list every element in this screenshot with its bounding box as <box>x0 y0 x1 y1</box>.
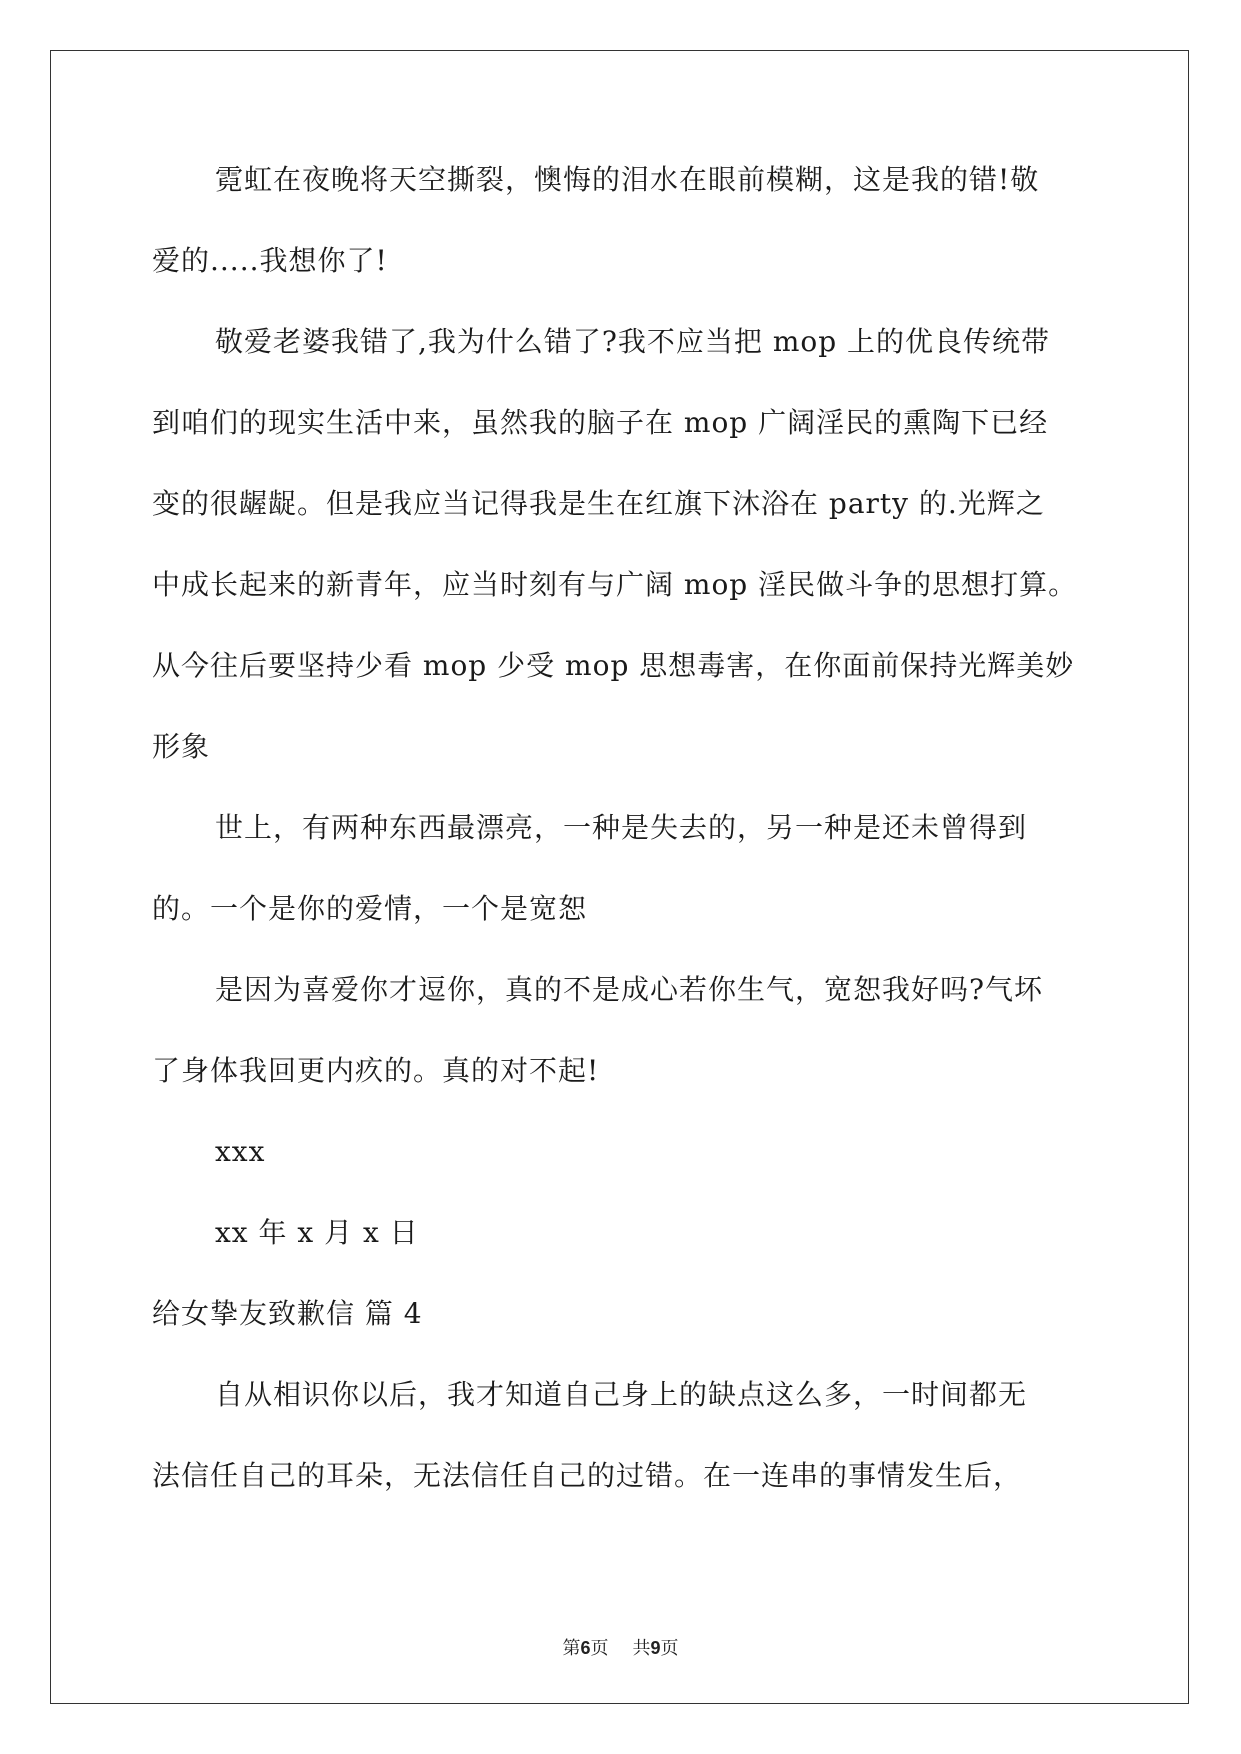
footer-page-word: 页 <box>590 1638 609 1659</box>
text-line: 形象 <box>152 730 211 763</box>
signature-date: xx 年 x 月 x 日 <box>215 1216 419 1249</box>
text-line: 的。一个是你的爱情，一个是宽恕 <box>152 892 588 925</box>
text-line: 世上，有两种东西最漂亮，一种是失去的，另一种是还未曾得到 <box>215 811 1028 844</box>
document-body <box>152 160 1102 1537</box>
footer-total-prefix: 共 <box>632 1638 651 1659</box>
text-line: 从今往后要坚持少看 mop 少受 mop 思想毒害，在你面前保持光辉美妙 <box>152 649 1075 682</box>
section-heading: 给女挚友致歉信 篇 4 <box>152 1297 423 1330</box>
page-footer <box>0 1634 1241 1660</box>
footer-prefix: 第 <box>562 1638 581 1659</box>
text-line: 自从相识你以后，我才知道自己身上的缺点这么多，一时间都无 <box>215 1378 1028 1411</box>
text-line: 变的很龌龊。但是我应当记得我是生在红旗下沐浴在 party 的.光辉之 <box>152 487 1045 520</box>
text-line: 了身体我回更内疚的。真的对不起! <box>152 1054 600 1087</box>
text-line: 霓虹在夜晚将天空撕裂，懊悔的泪水在眼前模糊，这是我的错!敬 <box>215 163 1040 196</box>
total-pages-number: 9 <box>650 1638 661 1658</box>
footer-total-suffix: 页 <box>660 1638 679 1659</box>
current-page-number: 6 <box>580 1638 591 1658</box>
text-line: 中成长起来的新青年，应当时刻有与广阔 mop 淫民做斗争的思想打算。 <box>152 568 1078 601</box>
signature-name: xxx <box>215 1135 266 1168</box>
text-line: 法信任自己的耳朵，无法信任自己的过错。在一连串的事情发生后， <box>152 1459 1023 1492</box>
text-line: 到咱们的现实生活中来，虽然我的脑子在 mop 广阔淫民的熏陶下已经 <box>152 406 1049 439</box>
text-line: 敬爱老婆我错了,我为什么错了?我不应当把 mop 上的优良传统带 <box>215 325 1051 358</box>
text-line: 是因为喜爱你才逗你，真的不是成心若你生气，宽恕我好吗?气坏 <box>215 973 1044 1006</box>
text-line: 爱的.....我想你了! <box>152 244 388 277</box>
